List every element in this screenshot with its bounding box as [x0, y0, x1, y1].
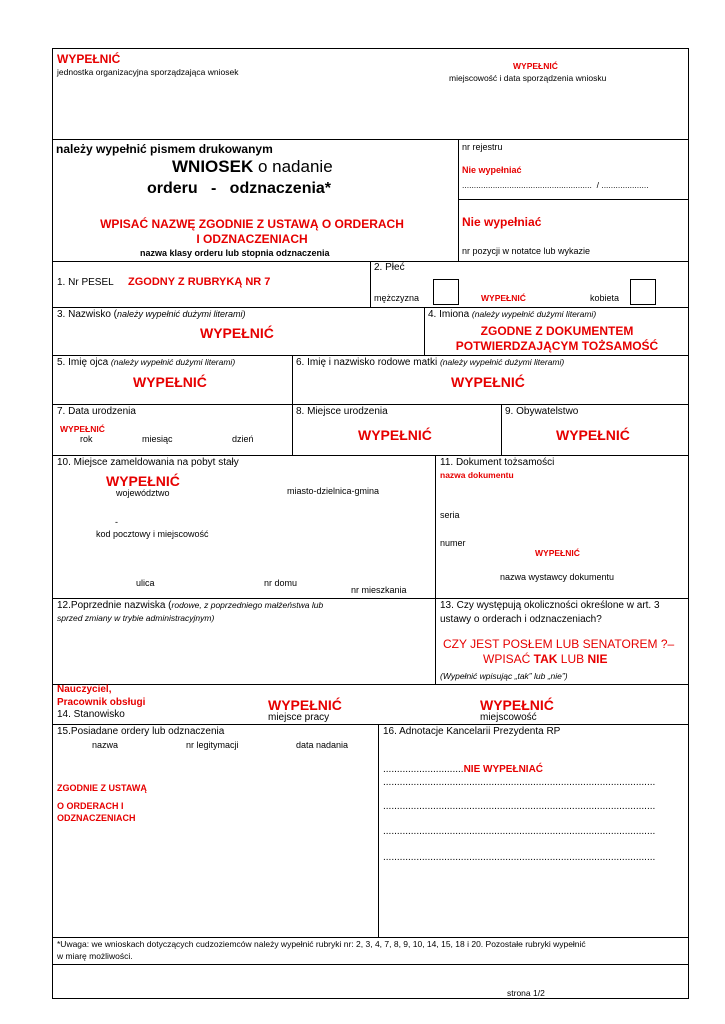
residence-flat: nr mieszkania	[351, 585, 407, 595]
divider	[52, 404, 688, 405]
father-note: (należy wypełnić dużymi literami)	[110, 357, 236, 367]
registry-no-fill: Nie wypełniać	[462, 165, 522, 175]
birthdate-year: rok	[80, 434, 93, 444]
position-label: 14. Stanowisko	[57, 709, 125, 720]
art3-answer-tak: TAK	[533, 652, 558, 666]
class-label: nazwa klasy orderu lub stopnia odznaczenia	[140, 248, 330, 258]
workplace-input[interactable]: WYPEŁNIĆ	[268, 697, 342, 713]
sex-male-checkbox[interactable]	[433, 279, 459, 305]
footer-note-2: w miarę możliwości.	[57, 951, 133, 961]
place-date-fill: WYPEŁNIĆ	[513, 61, 558, 71]
art3-label-1: 13. Czy występują okoliczności określone w art. 3	[440, 600, 660, 611]
art3-label-2: ustawy o orderach i odznaczeniach?	[440, 614, 602, 625]
divider	[52, 684, 688, 685]
art3-answer-nie: NIE	[587, 652, 608, 666]
position-red-1: Nauczyciel,	[57, 684, 112, 695]
position-label: nr pozycji w notatce lub wykazie	[462, 246, 591, 256]
id-document-number: numer	[440, 538, 466, 548]
names-input-1[interactable]: ZGODNE Z DOKUMENTEM	[480, 324, 634, 338]
surname-input[interactable]: WYPEŁNIĆ	[200, 325, 274, 341]
decorations-red-3: ODZNACZENIACH	[57, 813, 136, 823]
decorations-red-1[interactable]: ZGODNIE Z USTAWĄ	[57, 783, 147, 793]
residence-label: 10. Miejsce zameldowania na pobyt stały	[57, 457, 239, 468]
work-city-input[interactable]: WYPEŁNIĆ	[480, 697, 554, 713]
page-number: strona 1/2	[507, 988, 545, 998]
title-wniosek: WNIOSEK	[172, 157, 254, 176]
father-label-text: 5. Imię ojca	[57, 357, 111, 368]
title-orderu: orderu - odznaczenia*	[147, 180, 332, 197]
previous-names-label	[57, 600, 323, 611]
surname-label-text: 3. Nazwisko (	[57, 309, 118, 320]
residence-house: nr domu	[264, 578, 298, 588]
page-title	[172, 157, 333, 177]
sex-female-checkbox[interactable]	[630, 279, 656, 305]
residence-dash: -	[115, 517, 118, 527]
art3-question: CZY JEST POSŁEM LUB SENATOREM ?–	[443, 637, 675, 651]
annotations-dots: .............................	[383, 764, 464, 775]
position-no-fill: Nie wypełniać	[462, 215, 542, 229]
names-label	[428, 309, 596, 320]
divider	[370, 261, 371, 307]
sex-label: 2. Płeć	[374, 262, 405, 273]
divider	[378, 724, 379, 937]
sex-male-label: mężczyzna	[374, 293, 420, 303]
residence-street: ulica	[136, 578, 155, 588]
residence-postal: kod pocztowy i miejscowość	[96, 529, 209, 539]
divider	[52, 139, 688, 140]
surname-note: należy wypełnić dużymi literami)	[117, 309, 246, 319]
divider	[458, 199, 688, 200]
id-document-fill[interactable]: WYPEŁNIĆ	[535, 548, 580, 558]
birthdate-label: 7. Data urodzenia	[57, 406, 136, 417]
names-label-text: 4. Imiona	[428, 309, 472, 320]
place-date-label: miejscowość i data sporządzenia wniosku	[449, 73, 607, 83]
org-label: jednostka organizacyjna sporządzająca wniosek	[57, 67, 239, 77]
mother-label-text: 6. Imię i nazwisko rodowe matki	[296, 357, 440, 368]
divider	[501, 404, 502, 455]
mother-label	[296, 357, 564, 368]
id-document-label: 11. Dokument tożsamości	[440, 457, 555, 468]
registry-nr-label: nr rejestru	[462, 142, 503, 152]
divider	[52, 355, 688, 356]
decorations-col-name: nazwa	[92, 740, 119, 750]
workplace-label: miejsce pracy	[268, 712, 330, 723]
previous-names-note-2: sprzed zmiany w trybie administracyjnym)	[57, 613, 215, 623]
birthplace-label: 8. Miejsce urodzenia	[296, 406, 388, 417]
residence-input[interactable]: WYPEŁNIĆ	[106, 473, 180, 489]
sex-fill: WYPEŁNIĆ	[481, 293, 526, 303]
decorations-label: 15.Posiadane ordery lub odznaczenia	[57, 726, 225, 737]
residence-city: miasto-dzielnica-gmina	[287, 486, 380, 496]
annotations-no-fill: NIE WYPEŁNIAĆ	[463, 764, 544, 775]
birthdate-fill[interactable]: WYPEŁNIĆ	[60, 424, 105, 434]
divider	[424, 307, 425, 355]
citizenship-input[interactable]: WYPEŁNIĆ	[556, 427, 630, 443]
work-city-label: miejscowość	[480, 712, 537, 723]
id-document-issuer: nazwa wystawcy dokumentu	[500, 572, 615, 582]
title-o-nadanie: o nadanie	[257, 157, 333, 176]
divider	[458, 139, 459, 261]
names-input-2[interactable]: POTWIERDZAJĄCYM TOŻSAMOŚĆ	[455, 339, 659, 353]
print-note: należy wypełnić pismem drukowanym	[56, 142, 273, 156]
pesel-input[interactable]: ZGODNY Z RUBRYKĄ NR 7	[128, 276, 271, 288]
id-document-series: seria	[440, 510, 460, 520]
org-fill: WYPEŁNIĆ	[57, 52, 121, 66]
divider	[52, 937, 688, 938]
art3-answer-mid: LUB	[557, 652, 588, 666]
names-note: (należy wypełnić dużymi literami)	[471, 309, 597, 319]
previous-names-label-text: 12.Poprzednie nazwiska (	[57, 600, 172, 611]
class-instruction-1: WPISAĆ NAZWĘ ZGODNIE Z USTAWĄ O ORDERACH	[100, 217, 404, 231]
annotations-line-5: ..................................................................................................	[383, 852, 656, 863]
annotations-line-1	[383, 764, 543, 775]
divider	[52, 724, 688, 725]
residence-voivodeship: województwo	[116, 488, 170, 498]
birthdate-day: dzień	[232, 434, 254, 444]
divider	[435, 455, 436, 684]
mother-note: (należy wypełnić dużymi literami)	[439, 357, 565, 367]
birthplace-input[interactable]: WYPEŁNIĆ	[358, 427, 432, 443]
divider	[292, 355, 293, 455]
decorations-col-id: nr legitymacji	[186, 740, 239, 750]
footer-note-1: *Uwaga: we wnioskach dotyczących cudzoziemców należy wypełnić rubryki nr: 2, 3, 4, 7, 8, 9, 10, 14, 15, 18 i 20. Pozostałe rubryki wypełnić	[57, 939, 586, 949]
divider	[52, 307, 688, 308]
decorations-col-date: data nadania	[296, 740, 349, 750]
previous-names-note: rodowe, z poprzedniego małżeństwa lub	[171, 600, 324, 610]
registry-dots: ....................................................... / ....................	[462, 180, 649, 190]
father-input[interactable]: WYPEŁNIĆ	[133, 374, 207, 390]
mother-input[interactable]: WYPEŁNIĆ	[451, 374, 525, 390]
id-document-name[interactable]: nazwa dokumentu	[440, 470, 514, 480]
divider	[52, 598, 688, 599]
class-instruction-2: I ODZNACZENIACH	[196, 232, 308, 246]
art3-answer[interactable]	[483, 652, 607, 666]
sex-female-label: kobieta	[590, 293, 620, 303]
art3-answer-pre: WPISAĆ	[483, 652, 534, 666]
citizenship-label: 9. Obywatelstwo	[505, 406, 579, 417]
art3-hint: (Wypełnić wpisując „tak” lub „nie”)	[440, 671, 568, 681]
surname-label	[57, 309, 246, 320]
annotations-line-2: ..................................................................................................	[383, 777, 656, 788]
father-label	[57, 357, 235, 368]
divider	[52, 455, 688, 456]
birthdate-month: miesiąc	[142, 434, 173, 444]
annotations-label: 16. Adnotacje Kancelarii Prezydenta RP	[383, 726, 561, 737]
position-red-2: Pracownik obsługi	[57, 697, 146, 708]
pesel-label: 1. Nr PESEL	[57, 277, 114, 288]
decorations-red-2: O ORDERACH I	[57, 801, 124, 811]
annotations-line-4: ..................................................................................................	[383, 826, 656, 837]
annotations-line-3: ..................................................................................................	[383, 801, 656, 812]
divider	[52, 964, 688, 965]
